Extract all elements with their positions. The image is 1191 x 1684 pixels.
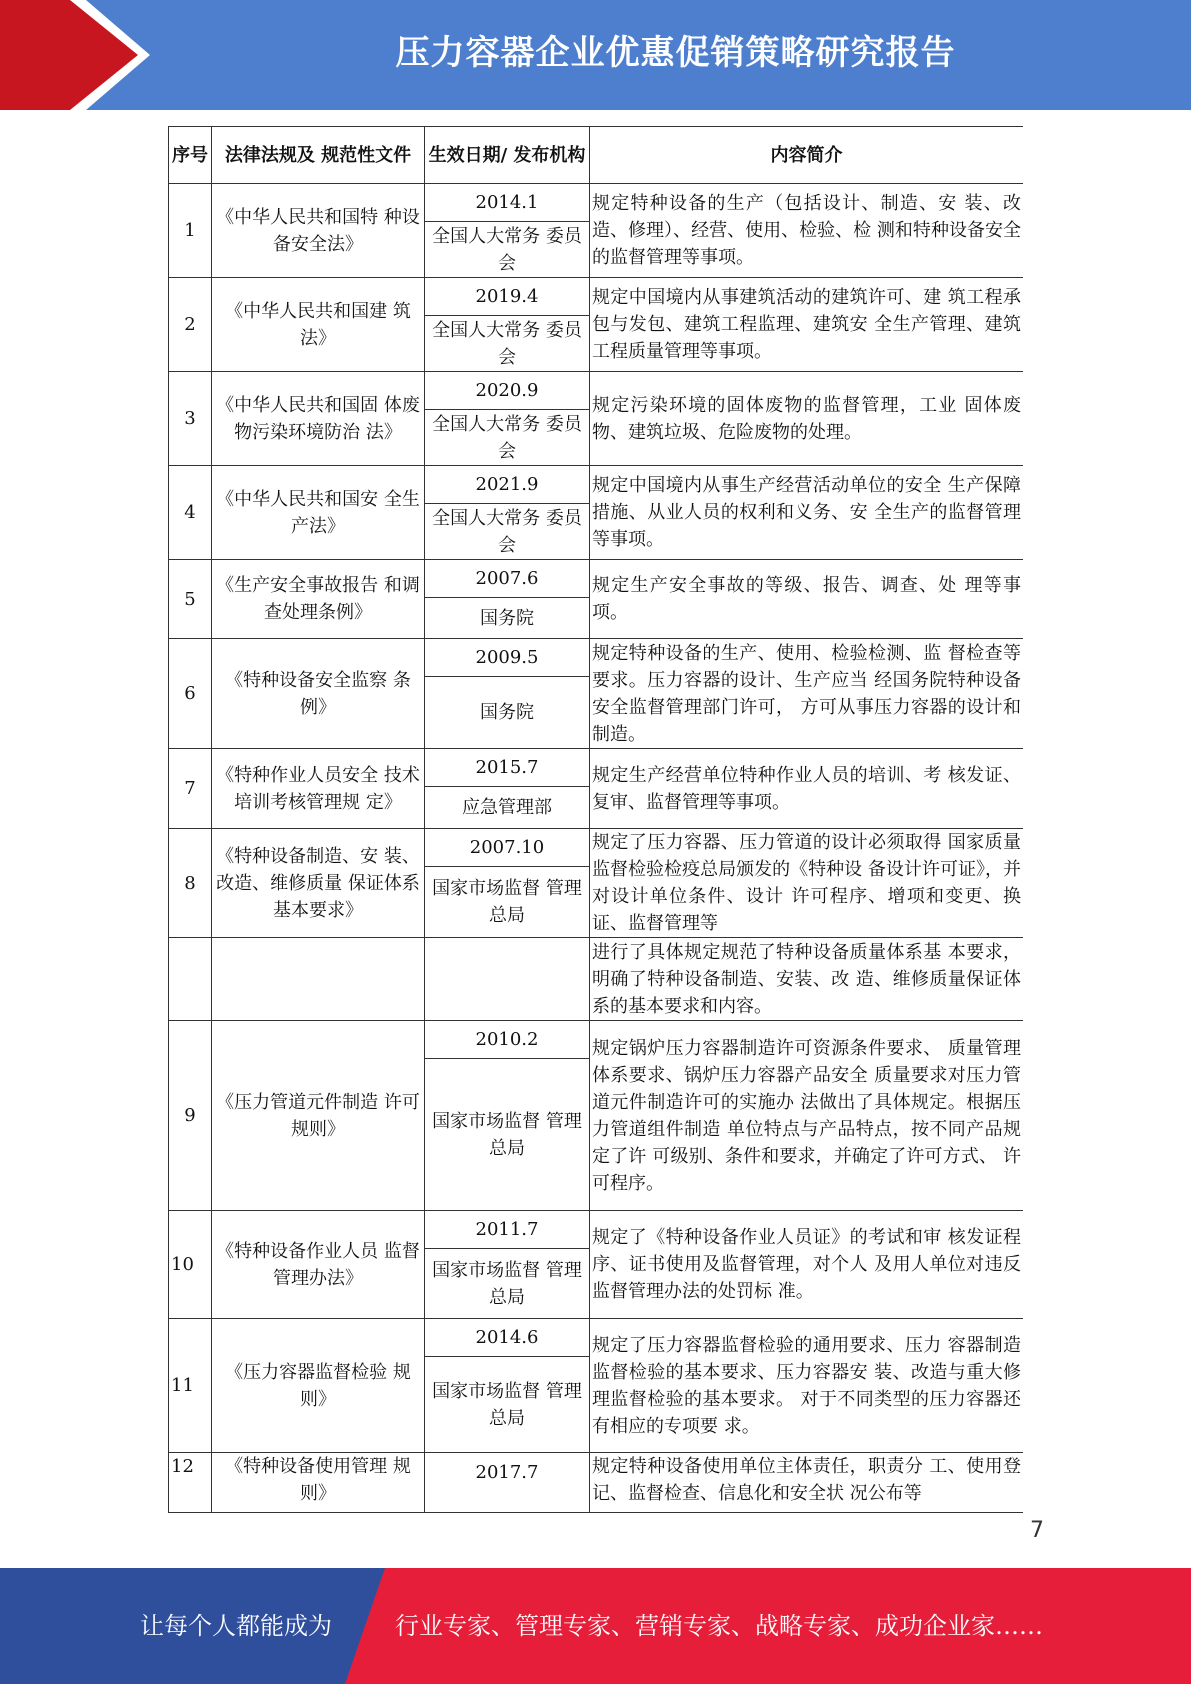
row-org: 国家市场监督 管理总局 <box>425 1357 590 1453</box>
row-org: 国家市场监督 管理总局 <box>425 1249 590 1319</box>
row-date: 2014.1 <box>425 184 590 222</box>
row-desc: 规定特种设备的生产（包括设计、制造、安 装、改造、修理）、经营、使用、检验、检 测和特种设备安全的监督管理等事项。 <box>590 184 1024 278</box>
row-date: 2007.6 <box>425 560 590 598</box>
footer-slogan-left: 让每个人都能成为 <box>140 1612 332 1640</box>
row-no: 9 <box>169 1021 212 1211</box>
row-no: 11 <box>169 1319 212 1453</box>
row-name: 《压力容器监督检验 规则》 <box>212 1319 425 1453</box>
row-no: 8 <box>169 829 212 938</box>
row-no: 4 <box>169 466 212 560</box>
row-date: 2019.4 <box>425 278 590 316</box>
row-org: 国务院 <box>425 677 590 749</box>
row-desc: 规定污染环境的固体废物的监督管理，工业 固体废物、建筑垃圾、危险废物的处理。 <box>590 372 1024 466</box>
table-row <box>169 466 1024 504</box>
row-date: 2020.9 <box>425 372 590 410</box>
row-desc: 规定了《特种设备作业人员证》的考试和审 核发证程序、证书使用及监督管理，对个人 及用人单位对违反监督管理办法的处罚标 准。 <box>590 1211 1024 1319</box>
row-org: 全国人大常务 委员会 <box>425 410 590 466</box>
table-row-continuation <box>169 938 1024 1021</box>
row-no: 7 <box>169 749 212 829</box>
row-desc: 进行了具体规定规范了特种设备质量体系基 本要求，明确了特种设备制造、安装、改 造、维修质量保证体系的基本要求和内容。 <box>590 938 1024 1021</box>
row-name: 《中华人民共和国固 体废物污染环境防治 法》 <box>212 372 425 466</box>
row-name: 《特种设备安全监察 条例》 <box>212 639 425 749</box>
header-name: 法律法规及 规范性文件 <box>212 127 425 184</box>
table-row <box>169 829 1024 867</box>
row-date-org <box>425 938 590 1021</box>
row-org: 全国人大常务 委员会 <box>425 316 590 372</box>
row-desc: 规定中国境内从事生产经营活动单位的安全 生产保障措施、从业人员的权利和义务、安 全生产的监督管理等事项。 <box>590 466 1024 560</box>
row-desc: 规定生产安全事故的等级、报告、调查、处 理等事项。 <box>590 560 1024 639</box>
row-name: 《中华人民共和国安 全生产法》 <box>212 466 425 560</box>
row-date: 2007.10 <box>425 829 590 867</box>
table-row <box>169 1453 1024 1513</box>
row-no: 2 <box>169 278 212 372</box>
row-org: 全国人大常务 委员会 <box>425 504 590 560</box>
row-name: 《特种设备制造、安 装、改造、维修质量 保证体系基本要求》 <box>212 829 425 938</box>
row-name: 《压力管道元件制造 许可规则》 <box>212 1021 425 1211</box>
row-org: 应急管理部 <box>425 787 590 829</box>
header-date-org: 生效日期/ 发布机构 <box>425 127 590 184</box>
row-no: 1 <box>169 184 212 278</box>
row-name: 《中华人民共和国特 种设备安全法》 <box>212 184 425 278</box>
row-org: 国家市场监督 管理总局 <box>425 1059 590 1211</box>
row-org: 国家市场监督 管理总局 <box>425 867 590 938</box>
row-no: 5 <box>169 560 212 639</box>
row-date: 2014.6 <box>425 1319 590 1357</box>
header-banner <box>0 0 1191 110</box>
row-no <box>169 938 212 1021</box>
row-name <box>212 938 425 1021</box>
row-name: 《特种设备作业人员 监督管理办法》 <box>212 1211 425 1319</box>
table-row <box>169 1021 1024 1059</box>
row-desc: 规定特种设备的生产、使用、检验检测、监 督检查等要求。压力容器的设计、生产应当 经国务院特种设备安全监督管理部门许可， 方可从事压力容器的设计和制造。 <box>590 639 1024 749</box>
row-date: 2011.7 <box>425 1211 590 1249</box>
row-date: 2021.9 <box>425 466 590 504</box>
row-org: 全国人大常务 委员会 <box>425 222 590 278</box>
table-row <box>169 278 1024 316</box>
row-no: 10 <box>169 1211 212 1319</box>
row-name: 《特种设备使用管理 规则》 <box>212 1453 425 1513</box>
row-date: 2009.5 <box>425 639 590 677</box>
header-no: 序号 <box>169 127 212 184</box>
row-org: 国务院 <box>425 598 590 639</box>
row-date: 2010.2 <box>425 1021 590 1059</box>
table-row <box>169 1319 1024 1357</box>
table-row <box>169 749 1024 787</box>
header-chevron <box>0 0 160 110</box>
report-title: 压力容器企业优惠促销策略研究报告 <box>395 33 956 73</box>
row-desc: 规定了压力容器、压力管道的设计必须取得 国家质量监督检验检疫总局颁发的《特种设 备设计许可证》，并对设计单位条件、设计 许可程序、增项和变更、换证、监督管理等 <box>590 829 1024 938</box>
table-header-row <box>169 127 1024 184</box>
page-number: 7 <box>1030 1518 1044 1543</box>
table-row <box>169 560 1024 598</box>
row-date: 2015.7 <box>425 749 590 787</box>
row-desc: 规定特种设备使用单位主体责任，职责分 工、使用登记、监督检查、信息化和安全状 况公布等 <box>590 1453 1024 1513</box>
row-date: 2017.7 <box>425 1453 590 1513</box>
row-no: 3 <box>169 372 212 466</box>
table-row <box>169 184 1024 222</box>
row-name: 《特种作业人员安全 技术培训考核管理规 定》 <box>212 749 425 829</box>
table-row <box>169 372 1024 410</box>
row-desc: 规定锅炉压力容器制造许可资源条件要求、 质量管理体系要求、锅炉压力容器产品安全 质量要求对压力管道元件制造许可的实施办 法做出了具体规定。根据压力管道组件制造 单位特点与产品特点，按不同产品规定了许 可级别、条件和要求，并确定了许可方式、 许可程序。 <box>590 1021 1024 1211</box>
row-name: 《生产安全事故报告 和调查处理条例》 <box>212 560 425 639</box>
regulation-table-wrapper <box>168 126 1023 1516</box>
row-desc: 规定了压力容器监督检验的通用要求、压力 容器制造监督检验的基本要求、压力容器安 装、改造与重大修理监督检验的基本要求。 对于不同类型的压力容器还有相应的专项要 求。 <box>590 1319 1024 1453</box>
row-desc: 规定生产经营单位特种作业人员的培训、考 核发证、复审、监督管理等事项。 <box>590 749 1024 829</box>
row-no: 6 <box>169 639 212 749</box>
row-no: 12 <box>169 1453 212 1513</box>
row-name: 《中华人民共和国建 筑法》 <box>212 278 425 372</box>
footer-slogan-right: 行业专家、管理专家、营销专家、战略专家、成功企业家…… <box>395 1612 1043 1640</box>
header-desc: 内容简介 <box>590 127 1024 184</box>
row-desc: 规定中国境内从事建筑活动的建筑许可、建 筑工程承包与发包、建筑工程监理、建筑安 全生产管理、建筑工程质量管理等事项。 <box>590 278 1024 372</box>
regulation-table <box>168 126 1023 1513</box>
table-row <box>169 639 1024 677</box>
footer-banner <box>0 1568 1191 1684</box>
table-row <box>169 1211 1024 1249</box>
